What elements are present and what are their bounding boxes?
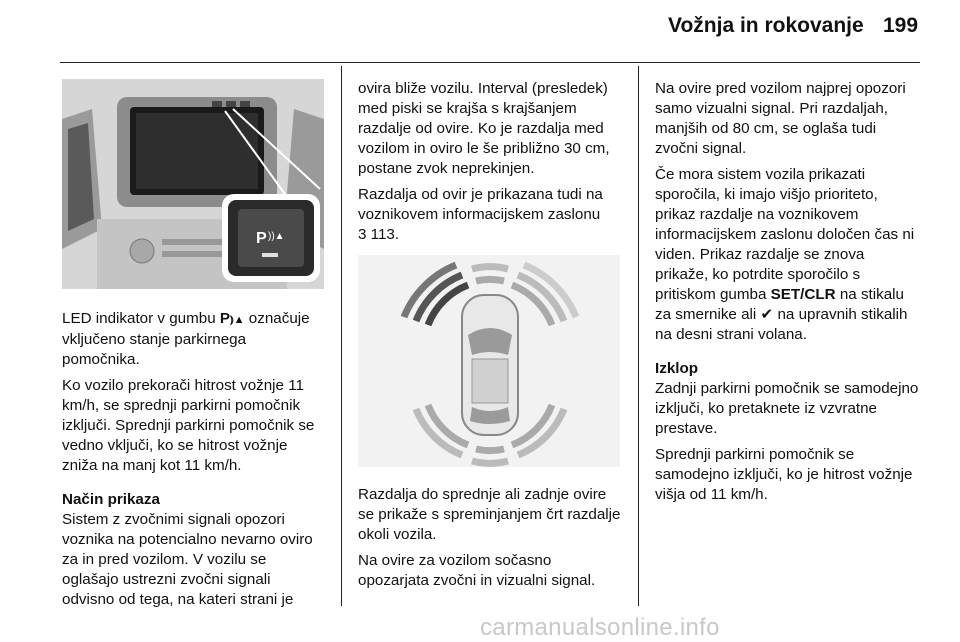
led-indicator-text: LED indikator v gumbu P⦆▲ označuje vključeno stanje parkirnega pomočnika. xyxy=(62,310,310,368)
section-heading-off: Izklop xyxy=(655,360,699,377)
column-divider-1 xyxy=(341,66,342,606)
column-1 xyxy=(62,79,326,616)
car-distance-diagram xyxy=(358,255,620,467)
distance-lines-paragraph: Razdalja do sprednje ali zadnje ovire se prikaže s spreminjanjem črt razdalje okoli vozila. xyxy=(358,486,621,543)
set-clr-label: SET/CLR xyxy=(770,286,836,303)
section-heading-display-mode: Način prikaza xyxy=(62,491,160,508)
front-obstacles-paragraph: Na ovire pred vozilom najprej opozori samo vizualni signal. Pri razdaljah, manjših od 80 cm, se oglaša tudi zvočni signal. xyxy=(655,80,906,157)
column-2 xyxy=(358,79,624,597)
header-rule xyxy=(60,62,920,63)
page-header-title: Vožnja in rokovanje xyxy=(668,14,864,37)
watermark: carmanualsonline.info xyxy=(480,614,720,641)
rear-obstacles-paragraph: Na ovire za vozilom sočasno opozarjata zvočni in vizualni signal. xyxy=(358,552,596,589)
check-icon: ✔ xyxy=(760,306,774,323)
priority-messages-paragraph: Če mora sistem vozila prikazati sporočila, ki imajo višjo prioriteto, prikaz razdalje na voznikovem informacijskem zaslonu določen čas ni viden. Prikaz razdalje se znova prikaže, ko potrdite sporočilo s pritiskom gumba SET/CLR na stikalu za smernike ali ✔ na upravnih stikalih na desni strani volana. xyxy=(655,166,915,343)
page-number: 199 xyxy=(883,14,919,37)
parking-assist-icon: P xyxy=(219,310,231,327)
column-3 xyxy=(655,79,921,511)
interval-paragraph: ovira bliže vozilu. Interval (presledek) med piski se krajša s krajšanjem razdalje od ovire. Ko je razdalja med vozilom in oviro le še približno 30 cm, postane zvok neprekinjen. xyxy=(358,80,610,177)
display-mode-paragraph: Sistem z zvočnimi signali opozori voznika na potencialno nevarno oviro za in pred vozilom. V vozilu se oglašajo ustrezni zvočni signali odvisno od tega, na kateri strani je xyxy=(62,511,313,608)
parking-waves-icon: ⦆▲ xyxy=(230,314,245,326)
svg-text:))▲: ))▲ xyxy=(268,231,285,242)
dashboard-illustration xyxy=(62,79,324,289)
driver-display-paragraph: Razdalja od ovir je prikazana tudi na voznikovem informacijskem zaslonu 3 113. xyxy=(358,186,603,243)
page-reference: 3 113. xyxy=(358,226,400,243)
svg-text:P: P xyxy=(256,230,267,247)
speed-paragraph: Ko vozilo prekorači hitrost vožnje 11 km/h, se sprednji parkirni pomočnik izključi. Sprednji parkirni pomočnik se vedno vključi, ko se hitrost vožnje zniža na manj kot 11 km/h. xyxy=(62,377,315,474)
rear-assist-off-paragraph: Zadnji parkirni pomočnik se samodejno izključi, ko pretaknete iz vzvratne prestave. xyxy=(655,380,919,437)
front-assist-off-paragraph: Sprednji parkirni pomočnik se samodejno izključi, ko je hitrost vožnje višja od 11 km/h. xyxy=(655,446,913,503)
column-divider-2 xyxy=(638,66,639,606)
